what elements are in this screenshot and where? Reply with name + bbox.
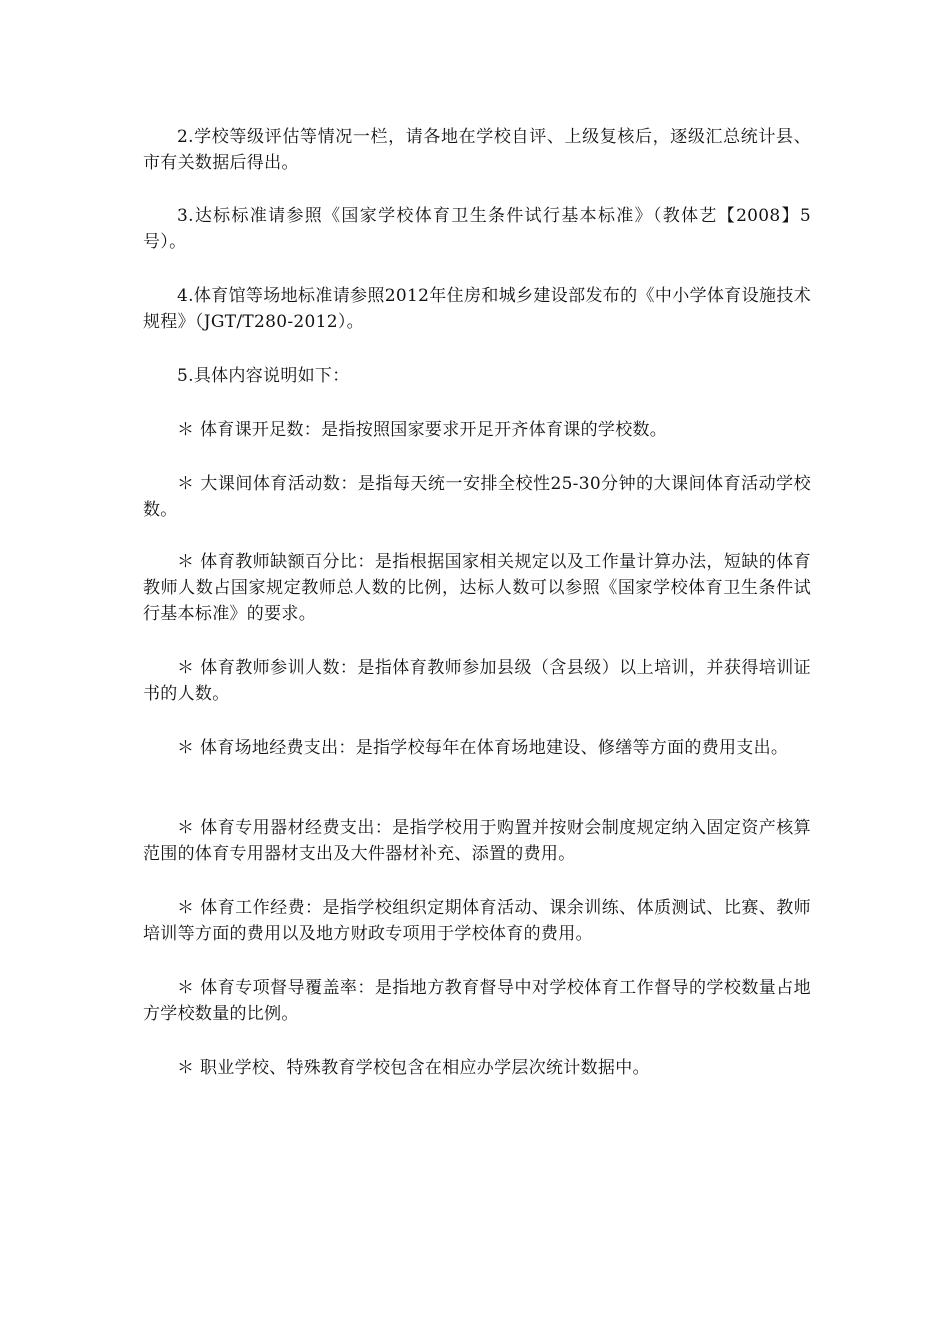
paragraph-content-explanation: 5.具体内容说明如下： <box>177 366 350 386</box>
paragraph-standard-reference: 3.达标标准请参照《国家学校体育卫生条件试行基本标准》（教体艺【2008】5号）。 <box>143 206 811 252</box>
item-break-activity-count: ＊ 大课间体育活动数：是指每天统一安排全校性25-30分钟的大课间体育活动学校数。 <box>143 474 811 520</box>
item-venue-expenditure: ＊ 体育场地经费支出：是指学校每年在体育场地建设、修缮等方面的费用支出。 <box>177 738 789 758</box>
item-equipment-expenditure: ＊ 体育专用器材经费支出：是指学校用于购置并按财会制度规定纳入固定资产核算范围的体育专用器材支出及大件器材补充、添置的费用。 <box>143 818 811 864</box>
item-vocational-special-schools: ＊ 职业学校、特殊教育学校包含在相应办学层次统计数据中。 <box>177 1058 650 1078</box>
item-pe-work-funding: ＊ 体育工作经费：是指学校组织定期体育活动、课余训练、体质测试、比赛、教师培训等方面的费用以及地方财政专项用于学校体育的费用。 <box>143 898 811 944</box>
paragraph-venue-standard: 4.体育馆等场地标准请参照2012年住房和城乡建设部发布的《中小学体育设施技术规程》（JGT/T280-2012）。 <box>143 286 811 332</box>
item-teacher-training-count: ＊ 体育教师参训人数：是指体育教师参加县级（含县级）以上培训，并获得培训证书的人数。 <box>143 658 811 704</box>
item-pe-class-count: ＊ 体育课开足数：是指按照国家要求开足开齐体育课的学校数。 <box>177 420 668 440</box>
item-teacher-shortage-percent: ＊ 体育教师缺额百分比：是指根据国家相关规定以及工作量计算办法，短缺的体育教师人数占国家规定教师总人数的比例，达标人数可以参照《国家学校体育卫生条件试行基本标准》的要求。 <box>143 552 811 624</box>
paragraph-grade-evaluation: 2.学校等级评估等情况一栏，请各地在学校自评、上级复核后，逐级汇总统计县、市有关数据后得出。 <box>143 127 811 173</box>
item-supervision-coverage: ＊ 体育专项督导覆盖率：是指地方教育督导中对学校体育工作督导的学校数量占地方学校数量的比例。 <box>143 978 811 1024</box>
